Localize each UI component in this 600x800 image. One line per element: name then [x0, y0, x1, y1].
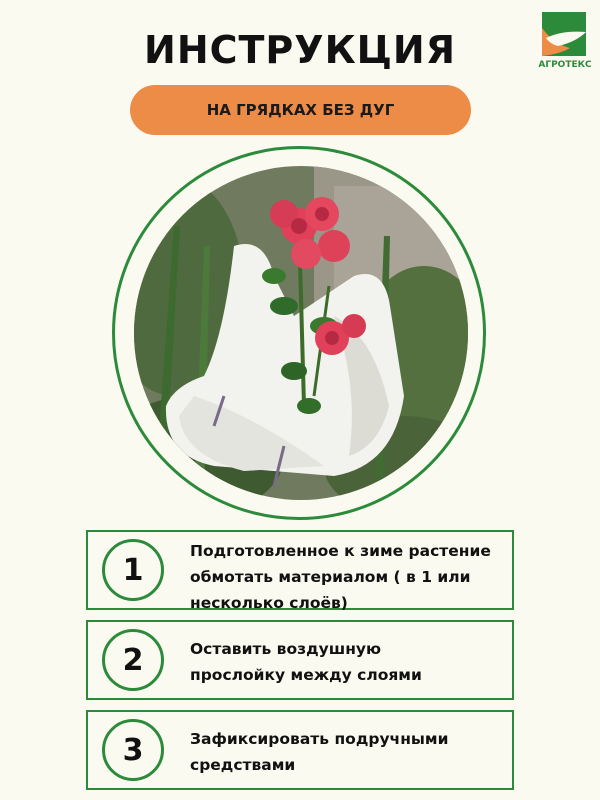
subtitle-text: НА ГРЯДКАХ БЕЗ ДУГ: [206, 101, 395, 119]
step-1-number: 1: [102, 539, 164, 601]
subtitle-banner: [130, 85, 471, 135]
step-2-text: Оставить воздушную прослойку между слоями: [190, 640, 422, 684]
step-3: [86, 710, 514, 790]
logo-text: АГРОТЕКС: [538, 60, 592, 70]
step-3-number: 3: [102, 719, 164, 781]
step-1: [86, 530, 514, 610]
step-1-text: Подготовленное к зиме растение обмотать материалом ( в 1 или несколько слоёв): [190, 542, 491, 612]
step-3-text: Зафиксировать подручными средствами: [190, 730, 449, 774]
step-2-number: 2: [102, 629, 164, 691]
step-2: [86, 620, 514, 700]
plant-photo: [134, 166, 468, 500]
rose-wrapped-in-agrofiber-photo: [134, 166, 468, 500]
page-title: ИНСТРУКЦИЯ: [144, 28, 456, 72]
